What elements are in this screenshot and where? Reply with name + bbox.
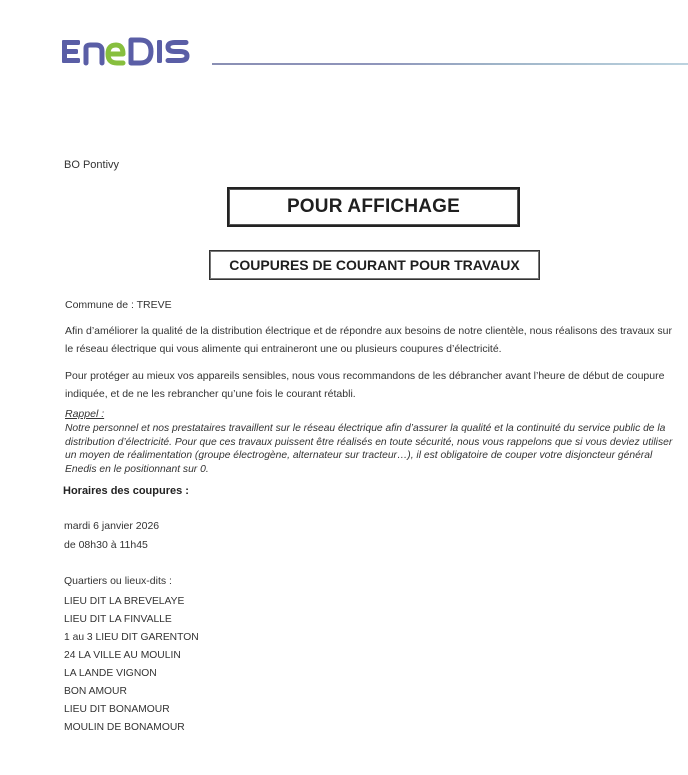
reminder-label: Rappel : — [65, 408, 105, 420]
list-item: LA LANDE VIGNON — [64, 668, 157, 679]
list-item: LIEU DIT BONAMOUR — [64, 704, 170, 715]
reminder-text: Notre personnel et nos prestataires travaillent sur le réseau électrique afin d’assurer la qualité et la continuité du service public de la distribution d’électricité. Pour que ces travaux puissent être réalisés en toute sécurité, nous vous rappelons que si vous deviez utiliser un moyen de réalimentation (groupe électrogène, alternateur sur tracteur…), il est obligatoire de couper votre disjoncteur général Enedis en le positionnant sur 0. — [65, 423, 673, 475]
display-notice-box — [227, 187, 520, 227]
locations-heading: Quartiers ou lieux-dits : — [64, 575, 172, 587]
header-divider — [212, 63, 688, 65]
schedule-heading: Horaires des coupures : — [63, 485, 189, 497]
enedis-logo — [62, 34, 202, 70]
advice-paragraph: Pour protéger au mieux vos appareils sensibles, nous vous recommandons de les débrancher avant l’heure de début de coupure indiquée, et de ne les rebrancher qu’une fois le courant rétabli. — [65, 370, 665, 400]
list-item: 1 au 3 LIEU DIT GARENTON — [64, 632, 199, 643]
outage-time: de 08h30 à 11h45 — [64, 539, 148, 551]
intro-paragraph: Afin d’améliorer la qualité de la distribution électrique et de répondre aux besoins de notre clientèle, nous réalisons des travaux sur le réseau électrique qui vous alimente qui entraineront une ou plusieurs coupures d’électricité. — [65, 325, 673, 355]
outage-title: COUPURES DE COURANT POUR TRAVAUX — [229, 257, 520, 273]
outage-date: mardi 6 janvier 2026 — [64, 520, 160, 532]
list-item: LIEU DIT LA FINVALLE — [64, 614, 172, 625]
list-item: BON AMOUR — [64, 686, 127, 697]
list-item: 24 LA VILLE AU MOULIN — [64, 650, 181, 661]
office-label: BO Pontivy — [64, 159, 120, 171]
list-item: MOULIN DE BONAMOUR — [64, 722, 185, 733]
locations-list — [64, 593, 199, 737]
list-item: LIEU DIT LA BREVELAYE — [64, 596, 185, 607]
outage-title-box — [209, 250, 540, 280]
commune-line: Commune de : TREVE — [65, 299, 172, 311]
display-notice-title: POUR AFFICHAGE — [286, 196, 461, 217]
